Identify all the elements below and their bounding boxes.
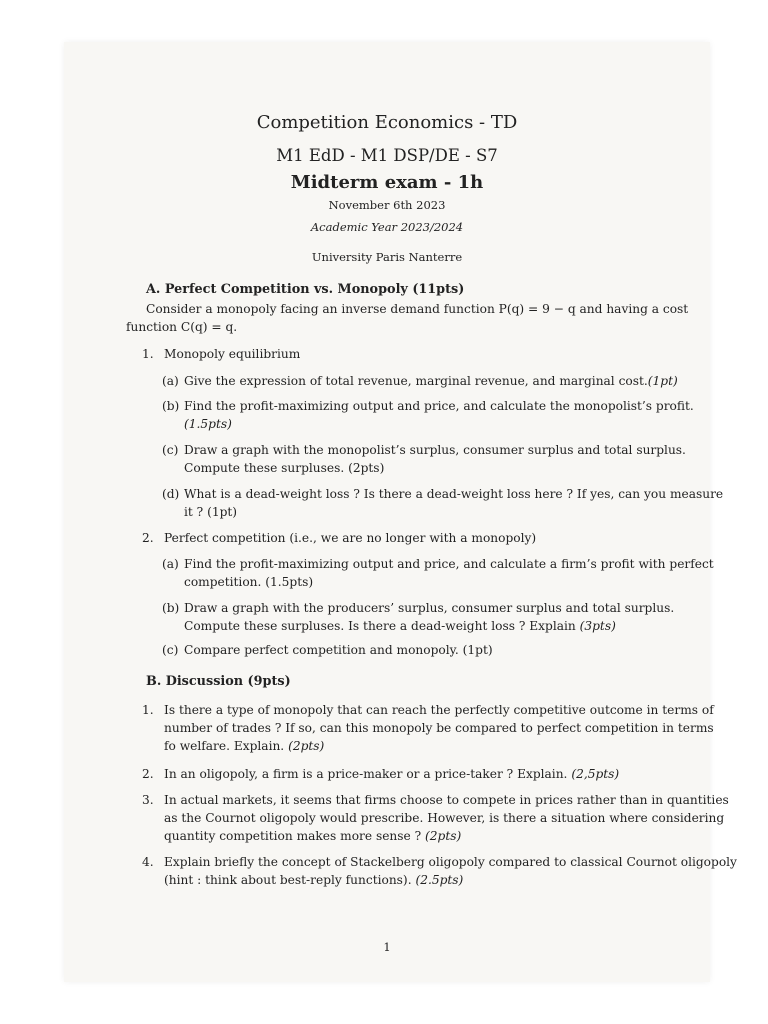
subquestion-text-cont <box>184 618 616 634</box>
question-text-cont: number of trades ? If so, can this monopoly be compared to perfect competition in terms <box>164 721 714 735</box>
question-b4 <box>142 854 737 870</box>
question-text-cont <box>164 738 324 754</box>
points: (3pts) <box>579 619 616 633</box>
subquestion-label: (b) <box>162 601 180 615</box>
subquestion-text: Draw a graph with the monopolist’s surplus, consumer surplus and total surplus. <box>184 443 686 457</box>
exam-page <box>64 42 737 982</box>
question-text: Is there a type of monopoly that can reach the perfectly competitive outcome in terms of <box>164 703 714 717</box>
question-number: 2. <box>142 531 154 545</box>
exam-programs: M1 EdD - M1 DSP/DE - S7 <box>276 146 498 165</box>
question-a1a <box>162 373 678 389</box>
question-b2 <box>142 766 619 782</box>
exam-type: Midterm exam - 1h <box>290 172 484 193</box>
question-number: 3. <box>142 793 154 807</box>
question-text: In an oligopoly, a firm is a price-maker or a price-taker ? Explain. <box>164 767 568 781</box>
question-a1 <box>142 346 300 362</box>
subquestion-label: (b) <box>162 399 180 413</box>
question-text: Explain briefly the concept of Stackelberg oligopoly compared to classical Cournot oligopoly <box>164 855 737 869</box>
subquestion-text-cont: competition. (1.5pts) <box>184 575 314 589</box>
subquestion-label: (c) <box>162 443 179 457</box>
question-a1c <box>162 442 686 458</box>
subquestion-label: (a) <box>162 557 179 571</box>
question-a2b <box>162 600 674 616</box>
subquestion-text: Compare perfect competition and monopoly. (1pt) <box>184 643 493 657</box>
subquestion-text: Find the profit-maximizing output and price, and calculate a firm’s profit with perfect <box>184 557 714 571</box>
question-b1 <box>142 702 714 718</box>
points: (2pts) <box>425 829 462 843</box>
subquestion-text: Give the expression of total revenue, marginal revenue, and marginal cost. <box>184 374 648 388</box>
question-text: Perfect competition (i.e., we are no longer with a monopoly) <box>164 531 537 545</box>
question-a2 <box>142 530 536 546</box>
question-text: fo welfare. Explain. <box>164 739 285 753</box>
question-text: Monopoly equilibrium <box>164 347 301 361</box>
question-text-cont: as the Cournot oligopoly would prescribe. However, is there a situation where considering <box>164 811 725 825</box>
subquestion-label: (a) <box>162 374 179 388</box>
university-name: University Paris Nanterre <box>311 250 463 264</box>
subquestion-text: Compute these surpluses. Is there a dead-weight loss ? Explain <box>184 619 576 633</box>
points: (2pts) <box>288 739 325 753</box>
section-a-intro-line1: Consider a monopoly facing an inverse demand function P(q) = 9 − q and having a cost <box>146 302 689 316</box>
question-text: (hint : think about best-reply functions). <box>164 873 412 887</box>
subquestion-text-cont: Compute these surpluses. (2pts) <box>184 461 385 475</box>
question-number: 1. <box>142 347 154 361</box>
academic-year: Academic Year 2023/2024 <box>310 220 464 234</box>
question-text-cont <box>164 828 461 844</box>
points: (1.5pts) <box>184 417 232 431</box>
subquestion-text: Find the profit-maximizing output and price, and calculate the monopolist’s profit. <box>184 399 694 413</box>
points: (2,5pts) <box>571 767 620 781</box>
question-text: In actual markets, it seems that firms choose to compete in prices rather than in quantities <box>164 793 729 807</box>
subquestion-text: What is a dead-weight loss ? Is there a dead-weight loss here ? If yes, can you measure <box>184 487 724 501</box>
section-b-heading: B. Discussion (9pts) <box>146 674 291 689</box>
section-a-intro-line2: function C(q) = q. <box>126 320 238 334</box>
points: (2.5pts) <box>415 873 464 887</box>
question-b3 <box>142 792 729 808</box>
subquestion-text-cont: it ? (1pt) <box>184 505 238 519</box>
exam-title: Competition Economics - TD <box>256 112 518 133</box>
question-number: 4. <box>142 855 154 869</box>
question-a1d <box>162 486 723 502</box>
question-text: quantity competition makes more sense ? <box>164 829 422 843</box>
question-a2a <box>162 556 714 572</box>
question-a1b <box>162 398 694 414</box>
question-number: 1. <box>142 703 154 717</box>
section-a-heading: A. Perfect Competition vs. Monopoly (11pts) <box>146 282 465 297</box>
question-number: 2. <box>142 767 154 781</box>
subquestion-label: (d) <box>162 487 180 501</box>
subquestion-label: (c) <box>162 643 179 657</box>
question-text-cont <box>164 872 463 888</box>
subquestion-text: Draw a graph with the producers’ surplus, consumer surplus and total surplus. <box>184 601 675 615</box>
points: (1pt) <box>647 374 678 388</box>
question-a2c <box>162 642 493 658</box>
exam-date: November 6th 2023 <box>328 198 446 212</box>
page-number: 1 <box>383 940 391 954</box>
